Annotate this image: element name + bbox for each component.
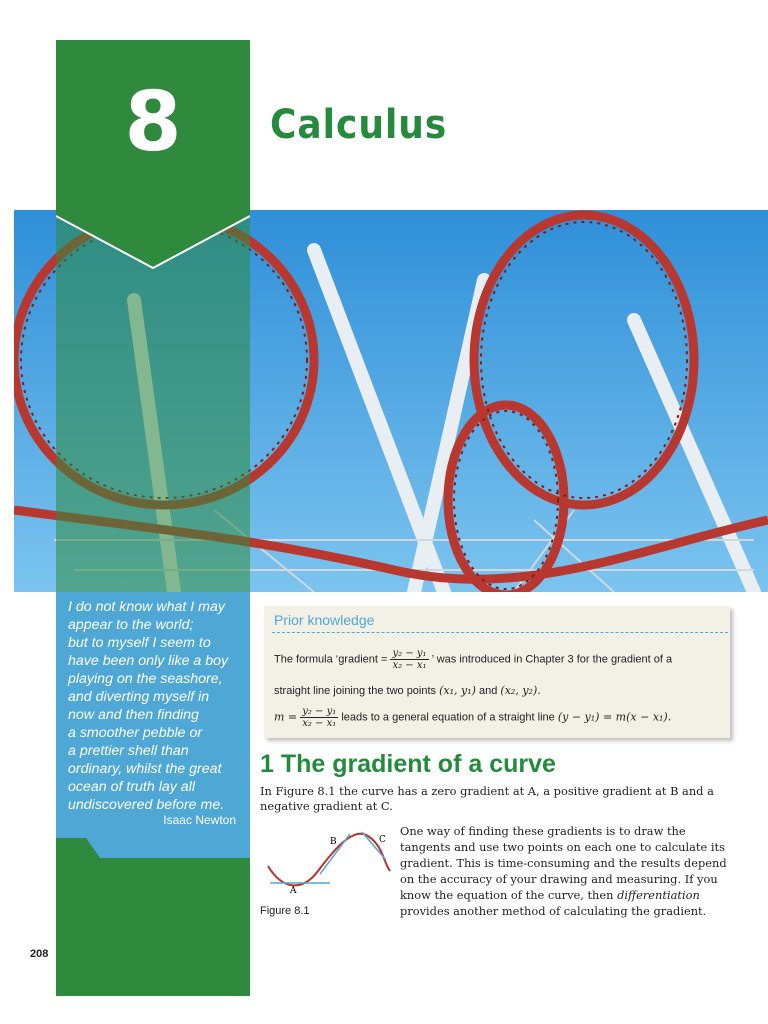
prior-knowledge-line-3: m = $\frac{\text{y₂ − y₁}}{\text{x₂ − x₁}}$ leads to a general equation of a straight line (y − y₁) = m(x − x₁). xyxy=(274,706,672,729)
quote-author: Isaac Newton xyxy=(163,813,236,827)
quote-notch xyxy=(56,830,250,860)
figure-label-c: C xyxy=(379,835,386,845)
prior-knowledge-line-2: straight line joining the two points (x₁, y₁) and (x₂, y₂). xyxy=(274,684,541,697)
chapter-title: Calculus xyxy=(270,102,448,148)
prior-knowledge-divider xyxy=(272,632,728,633)
section-intro-text: In Figure 8.1 the curve has a zero gradient at A, a positive gradient at B and a negative gradient at C. xyxy=(260,784,714,813)
chapter-chevron xyxy=(56,200,250,272)
chapter-number: 8 xyxy=(124,75,182,170)
section-heading: 1 The gradient of a curve xyxy=(260,750,556,778)
page-number: 208 xyxy=(30,948,49,960)
gradient-fraction: $\frac{\text{y₂ − y₁}}{\text{x₂ − x₁}}$ xyxy=(392,648,427,671)
section-paragraph: One way of finding these gradients is to draw the tangents and use two points on each one to calculate its gradient. This is time-consuming and the results depend on the accuracy of your drawing and measuring. If you know the equation of the curve, then differentiation provides another method of calculating the gradient. xyxy=(400,824,727,918)
figure-label-b: B xyxy=(330,837,337,847)
figure-label-a: A xyxy=(290,886,297,896)
prior-knowledge-title: Prior knowledge xyxy=(274,612,375,628)
prior-knowledge-line-1: The formula ‘gradient = $\frac{\text{y₂ − y₁}}{\text{x₂ − x₁}}$ ’ was introduced in Chapter 3 for the gradient of a xyxy=(274,648,673,671)
m-fraction: $\frac{\text{y₂ − y₁}}{\text{x₂ − x₁}}$ xyxy=(302,706,337,729)
figure-curve xyxy=(258,826,398,896)
figure-caption: Figure 8.1 xyxy=(260,905,310,917)
newton-quote: I do not know what I may appear to the world; but to myself I seem to have been only like a boy playing on the seashore, and diverting myself in now and then finding a smoother pebble or a prettier shell than ordinary, whilst the great ocean of truth lay all undiscovered before me. xyxy=(68,599,229,813)
